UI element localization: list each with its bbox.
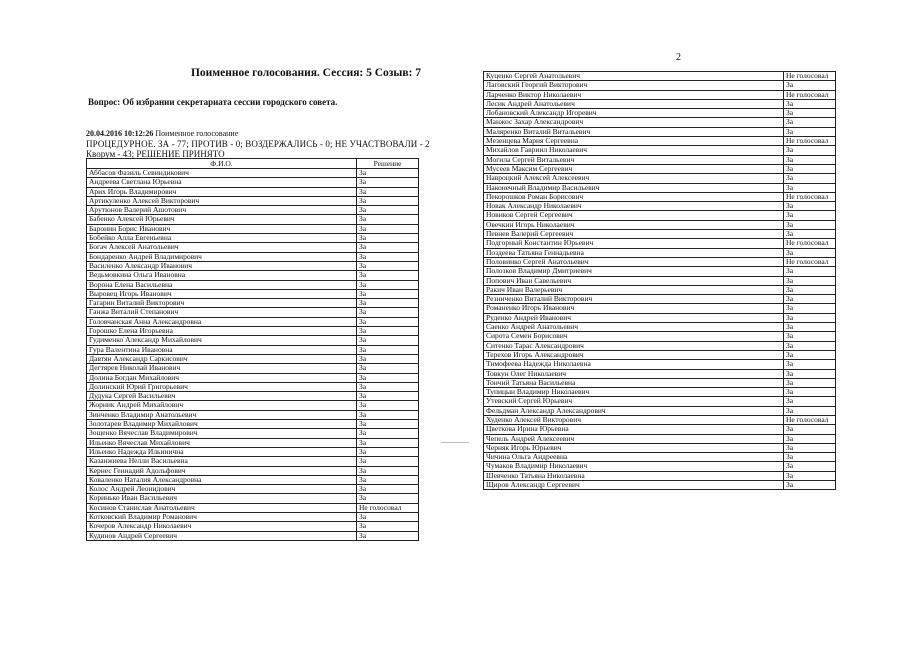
table-row — [484, 471, 836, 480]
deputy-decision: За — [784, 220, 836, 229]
deputy-name: Маляренко Виталий Витальевич — [484, 127, 784, 136]
table-row — [87, 345, 419, 354]
vote-quorum: Кворум - 43; РЕШЕНИЕ ПРИНЯТО — [86, 149, 225, 159]
table-row — [484, 332, 836, 341]
deputy-decision: За — [357, 382, 419, 391]
table-row — [484, 285, 836, 294]
table-row — [87, 401, 419, 410]
table-row — [484, 462, 836, 471]
deputy-decision: За — [784, 276, 836, 285]
deputy-name: Лесик Андрей Анатольевич — [484, 99, 784, 108]
table-row — [87, 531, 419, 540]
deputy-name: Тимофеева Надежда Николаевна — [484, 360, 784, 369]
table-row — [484, 323, 836, 332]
vote-question: Вопрос: Об избрании секретариата сессии городского совета. — [88, 97, 338, 107]
deputy-decision: За — [784, 406, 836, 415]
deputy-name: Товкун Олег Николаевич — [484, 369, 784, 378]
deputy-decision: За — [357, 401, 419, 410]
deputy-name: Золотарев Владимир Михайлович — [87, 420, 357, 429]
deputy-decision: За — [784, 183, 836, 192]
vote-type: Поименное голосование — [155, 129, 239, 138]
vote-results: ПРОЦЕДУРНОЕ. ЗА - 77; ПРОТИВ - 0; ВОЗДЕРЖАЛИСЬ - 0; НЕ УЧАСТВОВАЛИ - 2 — [86, 139, 430, 149]
deputy-decision: За — [357, 447, 419, 456]
table-row — [87, 289, 419, 298]
deputy-decision: За — [784, 481, 836, 490]
table-row — [484, 174, 836, 183]
deputy-decision: За — [357, 494, 419, 503]
table-row — [87, 364, 419, 373]
deputy-name: Чумаков Владимир Николаевич — [484, 462, 784, 471]
deputy-name: Лаговский Георгий Викторович — [484, 81, 784, 90]
deputy-name: Пекорошков Роман Борисович — [484, 192, 784, 201]
table-row — [484, 118, 836, 127]
deputy-name: Кочеров Александр Николаевич — [87, 522, 357, 531]
deputy-decision: За — [784, 323, 836, 332]
table-row — [87, 512, 419, 521]
table-row — [87, 187, 419, 196]
deputy-name: Певнев Валерий Сергеевич — [484, 230, 784, 239]
table-row — [484, 183, 836, 192]
vote-datetime: 20.04.2016 10:12:26 — [86, 129, 154, 138]
deputy-decision: За — [357, 327, 419, 336]
table-row — [484, 257, 836, 266]
deputy-decision: Не голосовал — [784, 239, 836, 248]
deputy-decision: За — [784, 397, 836, 406]
table-row — [87, 438, 419, 447]
deputy-decision: За — [784, 388, 836, 397]
deputy-name: Куценко Сергей Анатольевич — [484, 72, 784, 81]
deputy-decision: За — [784, 99, 836, 108]
deputy-name: Чичина Ольга Андреевна — [484, 453, 784, 462]
deputy-decision: Не голосовал — [784, 415, 836, 424]
table-row — [87, 327, 419, 336]
vote-datetime-line — [86, 129, 238, 138]
deputy-name: Жорник Андрей Михайлович — [87, 401, 357, 410]
table-row — [87, 206, 419, 215]
deputy-name: Шевченко Татьяна Николаевна — [484, 471, 784, 480]
deputy-name: Половинко Сергей Анатольевич — [484, 257, 784, 266]
deputy-decision: За — [357, 169, 419, 178]
deputy-decision: За — [357, 317, 419, 326]
deputy-name: Черняк Игорь Юрьевич — [484, 443, 784, 452]
deputy-decision: За — [784, 313, 836, 322]
table-row — [87, 169, 419, 178]
deputy-name: Наконечный Владимир Васильевич — [484, 183, 784, 192]
deputy-name: Новак Александр Николаевич — [484, 202, 784, 211]
deputy-name: Ларченко Виктор Николаевич — [484, 90, 784, 99]
vote-table-left — [86, 158, 419, 541]
table-row — [87, 215, 419, 224]
deputy-decision: За — [784, 230, 836, 239]
deputy-name: Фельдман Александр Александрович — [484, 406, 784, 415]
table-row — [87, 280, 419, 289]
deputy-decision: За — [357, 261, 419, 270]
deputy-decision: За — [784, 471, 836, 480]
deputy-decision: За — [784, 332, 836, 341]
deputy-decision: За — [357, 466, 419, 475]
deputy-decision: За — [357, 299, 419, 308]
deputy-decision: За — [357, 512, 419, 521]
deputy-decision: За — [784, 127, 836, 136]
header-decision: Решение — [357, 159, 419, 169]
deputy-name: Ильенко Вячеслав Михайлович — [87, 438, 357, 447]
deputy-name: Навроцкий Алексей Алексеевич — [484, 174, 784, 183]
table-row — [484, 109, 836, 118]
table-row — [87, 382, 419, 391]
table-row — [484, 313, 836, 322]
deputy-name: Дегтярев Николай Иванович — [87, 364, 357, 373]
deputy-name: Новиков Сергей Сергеевич — [484, 211, 784, 220]
deputy-decision: За — [357, 438, 419, 447]
deputy-name: Казанжиева Нелли Васильевна — [87, 457, 357, 466]
deputy-name: Кернес Геннадий Адольфович — [87, 466, 357, 475]
table-row — [484, 230, 836, 239]
deputy-name: Аббасов Фазиль Севиндикович — [87, 169, 357, 178]
table-row — [484, 425, 836, 434]
deputy-decision: За — [357, 392, 419, 401]
table-row — [87, 234, 419, 243]
table-row — [87, 196, 419, 205]
table-row — [484, 378, 836, 387]
deputy-name: Тончий Татьяна Васильевна — [484, 378, 784, 387]
deputy-decision: За — [357, 531, 419, 540]
deputy-name: Ведьмовкина Ольга Ивановна — [87, 271, 357, 280]
table-row — [87, 224, 419, 233]
table-row — [87, 410, 419, 419]
deputy-decision: За — [357, 215, 419, 224]
deputy-decision: За — [784, 81, 836, 90]
deputy-decision: За — [357, 280, 419, 289]
deputy-decision: За — [357, 187, 419, 196]
table-row — [484, 90, 836, 99]
deputy-name: Дудука Сергей Васильевич — [87, 392, 357, 401]
table-row — [484, 295, 836, 304]
deputy-name: Романенко Игорь Иванович — [484, 304, 784, 313]
table-row — [484, 146, 836, 155]
deputy-decision: За — [784, 118, 836, 127]
deputy-decision: За — [357, 410, 419, 419]
deputy-name: Давтян Александр Саркисович — [87, 354, 357, 363]
deputy-name: Гудименко Александр Михайлович — [87, 336, 357, 345]
deputy-decision: За — [357, 429, 419, 438]
deputy-name: Сирота Семен Борисович — [484, 332, 784, 341]
deputy-decision: За — [357, 271, 419, 280]
deputy-name: Могила Сергей Витальевич — [484, 155, 784, 164]
deputy-decision: За — [784, 202, 836, 211]
deputy-decision: За — [357, 354, 419, 363]
table-row — [484, 137, 836, 146]
table-row — [87, 466, 419, 475]
table-row — [87, 252, 419, 261]
deputy-decision: За — [784, 248, 836, 257]
deputy-name: Кудинов Андрей Сергеевич — [87, 531, 357, 540]
deputy-name: Косинов Станислав Анатольевич — [87, 503, 357, 512]
deputy-name: Ворона Елена Васильевна — [87, 280, 357, 289]
deputy-name: Чепель Андрей Алексеевич — [484, 434, 784, 443]
deputy-decision: За — [357, 178, 419, 187]
table-row — [484, 369, 836, 378]
table-row — [87, 485, 419, 494]
deputy-decision: За — [357, 475, 419, 484]
deputy-name: Подгорный Константин Юрьевич — [484, 239, 784, 248]
table-row — [484, 72, 836, 81]
table-row — [484, 81, 836, 90]
table-row — [87, 522, 419, 531]
deputy-decision: За — [357, 224, 419, 233]
deputy-decision: За — [784, 211, 836, 220]
deputy-decision: За — [784, 341, 836, 350]
deputy-name: Полозков Владимир Дмитриевич — [484, 267, 784, 276]
deputy-decision: За — [784, 425, 836, 434]
table-row — [87, 299, 419, 308]
deputy-decision: За — [784, 378, 836, 387]
table-row — [484, 453, 836, 462]
table-row — [484, 192, 836, 201]
table-row — [87, 178, 419, 187]
deputy-decision: За — [357, 252, 419, 261]
deputy-decision: За — [784, 267, 836, 276]
table-row — [87, 420, 419, 429]
deputy-name: Поздеева Татьяна Геннадьевна — [484, 248, 784, 257]
deputy-name: Ганжа Виталий Степанович — [87, 308, 357, 317]
deputy-name: Бабенко Алексей Юрьевич — [87, 215, 357, 224]
table-row — [87, 457, 419, 466]
deputy-decision: За — [357, 196, 419, 205]
deputy-decision: Не голосовал — [357, 503, 419, 512]
table-row — [484, 360, 836, 369]
deputy-name: Резниченко Виталий Викторович — [484, 295, 784, 304]
page-number: 2 — [676, 52, 681, 63]
table-row — [87, 308, 419, 317]
deputy-decision: За — [357, 364, 419, 373]
table-row — [87, 447, 419, 456]
deputy-name: Ракич Иван Валерьевич — [484, 285, 784, 294]
deputy-decision: За — [784, 462, 836, 471]
table-row — [484, 202, 836, 211]
deputy-name: Богач Алексей Анатольевич — [87, 243, 357, 252]
table-header-row — [87, 159, 419, 169]
deputy-name: Тупицын Владимир Николаевич — [484, 388, 784, 397]
header-name: Ф.И.О. — [87, 159, 357, 169]
deputy-decision: За — [784, 155, 836, 164]
deputy-decision: За — [784, 360, 836, 369]
deputy-name: Головчанская Анна Александровна — [87, 317, 357, 326]
deputy-name: Долина Богдан Михайлович — [87, 373, 357, 382]
divider-mark — [441, 442, 469, 443]
deputy-name: Колос Андрей Леонидович — [87, 485, 357, 494]
table-row — [484, 276, 836, 285]
table-row — [87, 373, 419, 382]
deputy-name: Терехов Игорь Александрович — [484, 350, 784, 359]
deputy-decision: За — [357, 289, 419, 298]
deputy-name: Долинский Юрий Григорьевич — [87, 382, 357, 391]
table-row — [87, 336, 419, 345]
table-row — [484, 341, 836, 350]
table-row — [87, 429, 419, 438]
table-row — [87, 271, 419, 280]
deputy-name: Манжос Захар Александрович — [484, 118, 784, 127]
table-row — [87, 475, 419, 484]
deputy-name: Андреева Светлана Юрьевна — [87, 178, 357, 187]
deputy-name: Арутюнов Валерий Ашотович — [87, 206, 357, 215]
table-row — [484, 350, 836, 359]
deputy-name: Артикуленко Алексей Викторович — [87, 196, 357, 205]
deputy-decision: Не голосовал — [784, 257, 836, 266]
deputy-name: Цветкова Ирина Юрьевна — [484, 425, 784, 434]
deputy-name: Щиров Александр Сергеевич — [484, 481, 784, 490]
table-row — [484, 406, 836, 415]
deputy-name: Мусеев Максим Сергеевич — [484, 164, 784, 173]
deputy-name: Гагарин Виталий Викторович — [87, 299, 357, 308]
deputy-decision: За — [357, 485, 419, 494]
table-row — [484, 248, 836, 257]
vote-table-right — [483, 71, 836, 490]
deputy-name: Ситенко Тарас Александрович — [484, 341, 784, 350]
deputy-decision: За — [357, 336, 419, 345]
deputy-decision: За — [784, 453, 836, 462]
deputy-name: Михайлов Гавриил Николаевич — [484, 146, 784, 155]
deputy-decision: За — [784, 350, 836, 359]
deputy-name: Горошко Елена Игорьевна — [87, 327, 357, 336]
deputy-name: Гура Валентина Ивановна — [87, 345, 357, 354]
table-row — [87, 317, 419, 326]
deputy-decision: Не голосовал — [784, 90, 836, 99]
deputy-name: Коваленко Наталия Александровна — [87, 475, 357, 484]
deputy-decision: За — [357, 243, 419, 252]
table-row — [484, 155, 836, 164]
deputy-decision: За — [357, 457, 419, 466]
table-row — [484, 397, 836, 406]
deputy-decision: За — [357, 206, 419, 215]
deputy-name: Коринько Иван Васильевич — [87, 494, 357, 503]
deputy-name: Лобановский Александр Игоревич — [484, 109, 784, 118]
table-row — [87, 494, 419, 503]
deputy-name: Худенко Алексей Викторович — [484, 415, 784, 424]
deputy-decision: За — [784, 109, 836, 118]
deputy-decision: За — [784, 285, 836, 294]
deputy-name: Овечкин Игорь Николаевич — [484, 220, 784, 229]
deputy-name: Зощенко Вячеслав Владимирович — [87, 429, 357, 438]
deputy-decision: Не голосовал — [784, 192, 836, 201]
deputy-name: Арих Игорь Владимирович — [87, 187, 357, 196]
table-row — [484, 481, 836, 490]
deputy-name: Котковский Владимир Романович — [87, 512, 357, 521]
deputy-name: Ильенко Надежда Ильинична — [87, 447, 357, 456]
table-row — [484, 164, 836, 173]
deputy-decision: За — [784, 434, 836, 443]
table-row — [484, 304, 836, 313]
document-title: Поименное голосования. Сессия: 5 Созыв: 7 — [190, 67, 422, 79]
table-row — [87, 261, 419, 270]
table-row — [484, 99, 836, 108]
deputy-name: Бобейко Алла Евгеньевна — [87, 234, 357, 243]
table-row — [484, 127, 836, 136]
deputy-name: Попович Иван Савельевич — [484, 276, 784, 285]
deputy-decision: За — [784, 146, 836, 155]
deputy-decision: За — [357, 373, 419, 382]
table-row — [484, 388, 836, 397]
deputy-name: Саенко Андрей Анатольевич — [484, 323, 784, 332]
table-row — [484, 211, 836, 220]
deputy-name: Баронин Борис Иванович — [87, 224, 357, 233]
deputy-decision: За — [784, 295, 836, 304]
table-row — [484, 239, 836, 248]
deputy-decision: За — [784, 164, 836, 173]
table-row — [87, 503, 419, 512]
deputy-name: Руденко Андрей Иванович — [484, 313, 784, 322]
deputy-name: Василенко Александр Иванович — [87, 261, 357, 270]
table-row — [87, 392, 419, 401]
deputy-decision: За — [784, 174, 836, 183]
table-row — [484, 443, 836, 452]
deputy-decision: Не голосовал — [784, 137, 836, 146]
deputy-decision: За — [784, 443, 836, 452]
deputy-decision: За — [784, 304, 836, 313]
deputy-name: Бондаренко Андрей Владимирович — [87, 252, 357, 261]
deputy-name: Утевский Сергей Юрьевич — [484, 397, 784, 406]
deputy-name: Выровец Игорь Иванович — [87, 289, 357, 298]
table-row — [87, 243, 419, 252]
table-row — [484, 415, 836, 424]
deputy-name: Мезенцева Мария Сергеевна — [484, 137, 784, 146]
deputy-decision: За — [357, 522, 419, 531]
table-row — [484, 267, 836, 276]
table-row — [87, 354, 419, 363]
table-row — [484, 220, 836, 229]
table-row — [484, 434, 836, 443]
deputy-decision: За — [357, 345, 419, 354]
deputy-decision: За — [357, 420, 419, 429]
deputy-decision: За — [357, 308, 419, 317]
deputy-decision: За — [357, 234, 419, 243]
deputy-name: Зинченко Владимир Анатольевич — [87, 410, 357, 419]
deputy-decision: За — [784, 369, 836, 378]
deputy-decision: Не голосовал — [784, 72, 836, 81]
